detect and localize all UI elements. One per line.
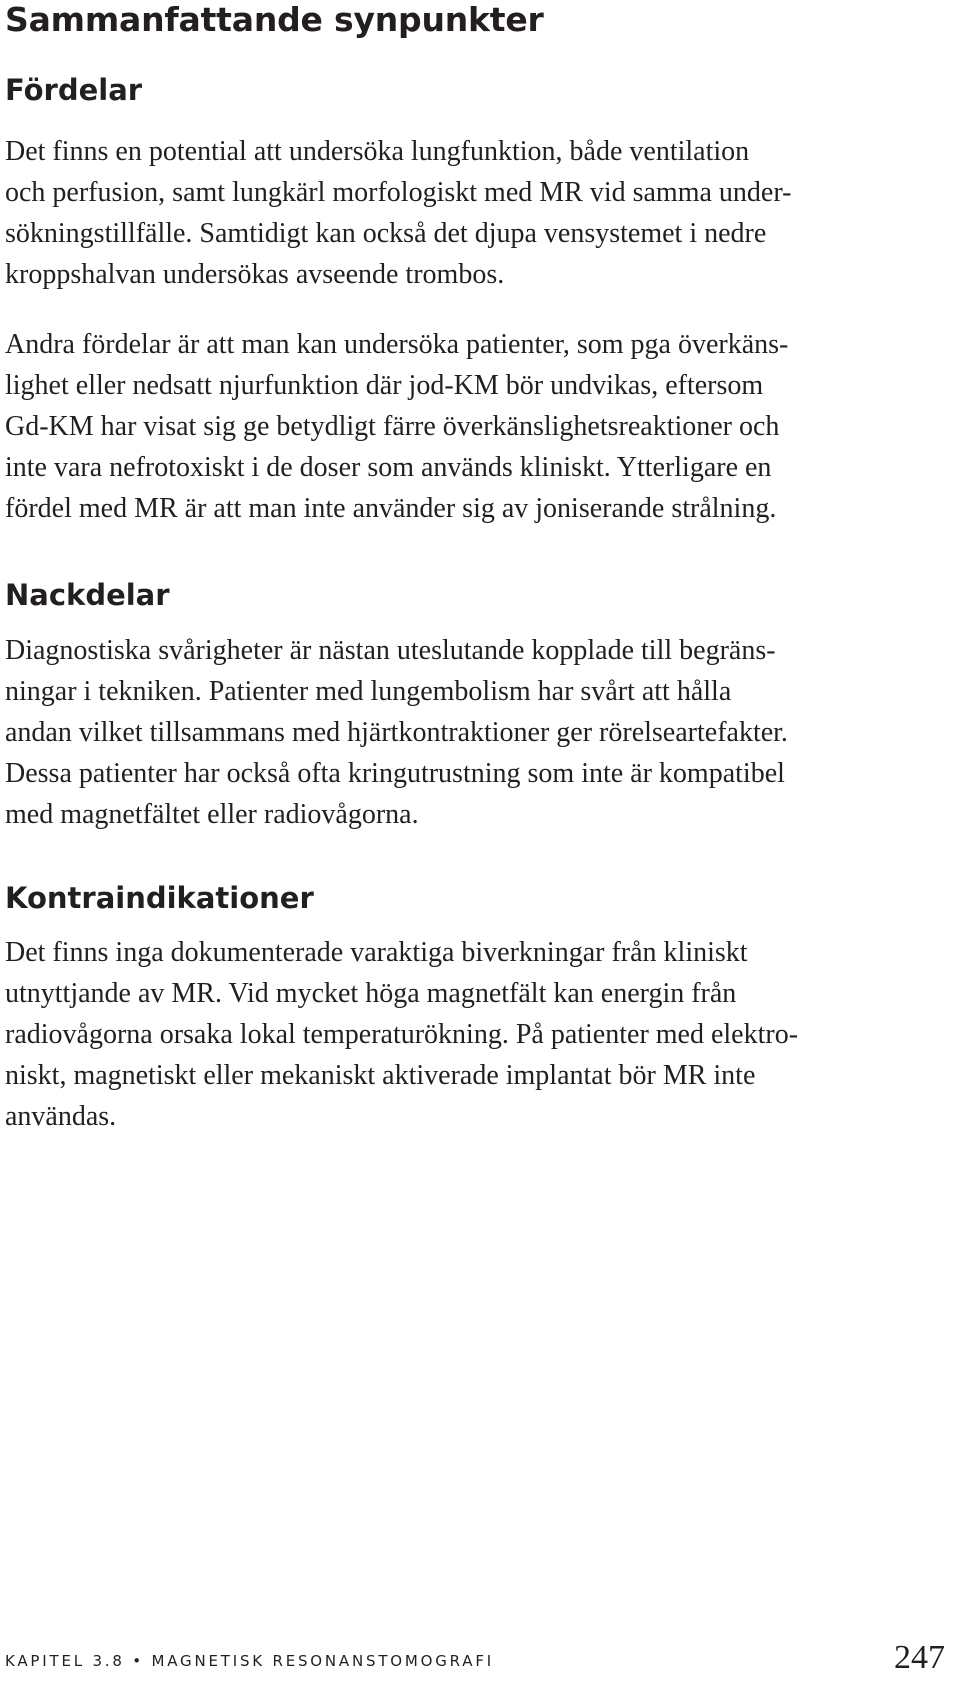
text-line: radiovågorna orsaka lokal temperaturökning. På patienter med elektro- bbox=[5, 1019, 799, 1050]
paragraph-kontraindikationer bbox=[5, 932, 798, 1137]
text-line: Det finns inga dokumenterade varaktiga biverkningar från kliniskt bbox=[5, 937, 748, 968]
text-line: inte vara nefrotoxiskt i de doser som används kliniskt. Ytterligare en bbox=[5, 452, 772, 483]
text-line: Det finns en potential att undersöka lungfunktion, både ventilation bbox=[5, 136, 750, 167]
text-line: utnyttjande av MR. Vid mycket höga magnetfält kan energin från bbox=[5, 978, 737, 1009]
section-heading-kontraindikationer: Kontraindikationer bbox=[5, 881, 314, 915]
paragraph-fordelar-1 bbox=[5, 131, 791, 295]
text-line: fördel med MR är att man inte använder sig av joniserande strålning. bbox=[5, 493, 777, 524]
text-line: Gd-KM har visat sig ge betydligt färre överkänslighetsreaktioner och bbox=[5, 411, 780, 442]
section-heading-fordelar: Fördelar bbox=[5, 73, 143, 107]
paragraph-nackdelar bbox=[5, 630, 788, 835]
text-line: och perfusion, samt lungkärl morfologiskt med MR vid samma under- bbox=[5, 177, 792, 208]
page-number: 247 bbox=[894, 1639, 945, 1676]
text-line: sökningstillfälle. Samtidigt kan också det djupa vensystemet i nedre bbox=[5, 218, 767, 249]
text-line: Diagnostiska svårigheter är nästan uteslutande kopplade till begräns- bbox=[5, 635, 776, 666]
section-heading-nackdelar: Nackdelar bbox=[5, 578, 170, 612]
text-line: lighet eller nedsatt njurfunktion där jod-KM bör undvikas, eftersom bbox=[5, 370, 764, 401]
text-line: med magnetfältet eller radiovågorna. bbox=[5, 799, 419, 830]
page-footer bbox=[5, 1640, 945, 1676]
text-line: användas. bbox=[5, 1101, 117, 1132]
text-line: andan vilket tillsammans med hjärtkontraktioner ger rörelseartefakter. bbox=[5, 717, 788, 748]
running-head: KAPITEL 3.8 • MAGNETISK RESONANSTOMOGRAFI bbox=[5, 1652, 495, 1670]
text-line: niskt, magnetiskt eller mekaniskt aktiverade implantat bör MR inte bbox=[5, 1060, 756, 1091]
text-line: kroppshalvan undersökas avseende trombos. bbox=[5, 259, 505, 290]
page-title: Sammanfattande synpunkter bbox=[5, 0, 544, 39]
paragraph-fordelar-2 bbox=[5, 324, 788, 529]
text-line: Andra fördelar är att man kan undersöka patienter, som pga överkäns- bbox=[5, 329, 789, 360]
text-line: ningar i tekniken. Patienter med lungembolism har svårt att hålla bbox=[5, 676, 732, 707]
text-line: Dessa patienter har också ofta kringutrustning som inte är kompatibel bbox=[5, 758, 785, 789]
